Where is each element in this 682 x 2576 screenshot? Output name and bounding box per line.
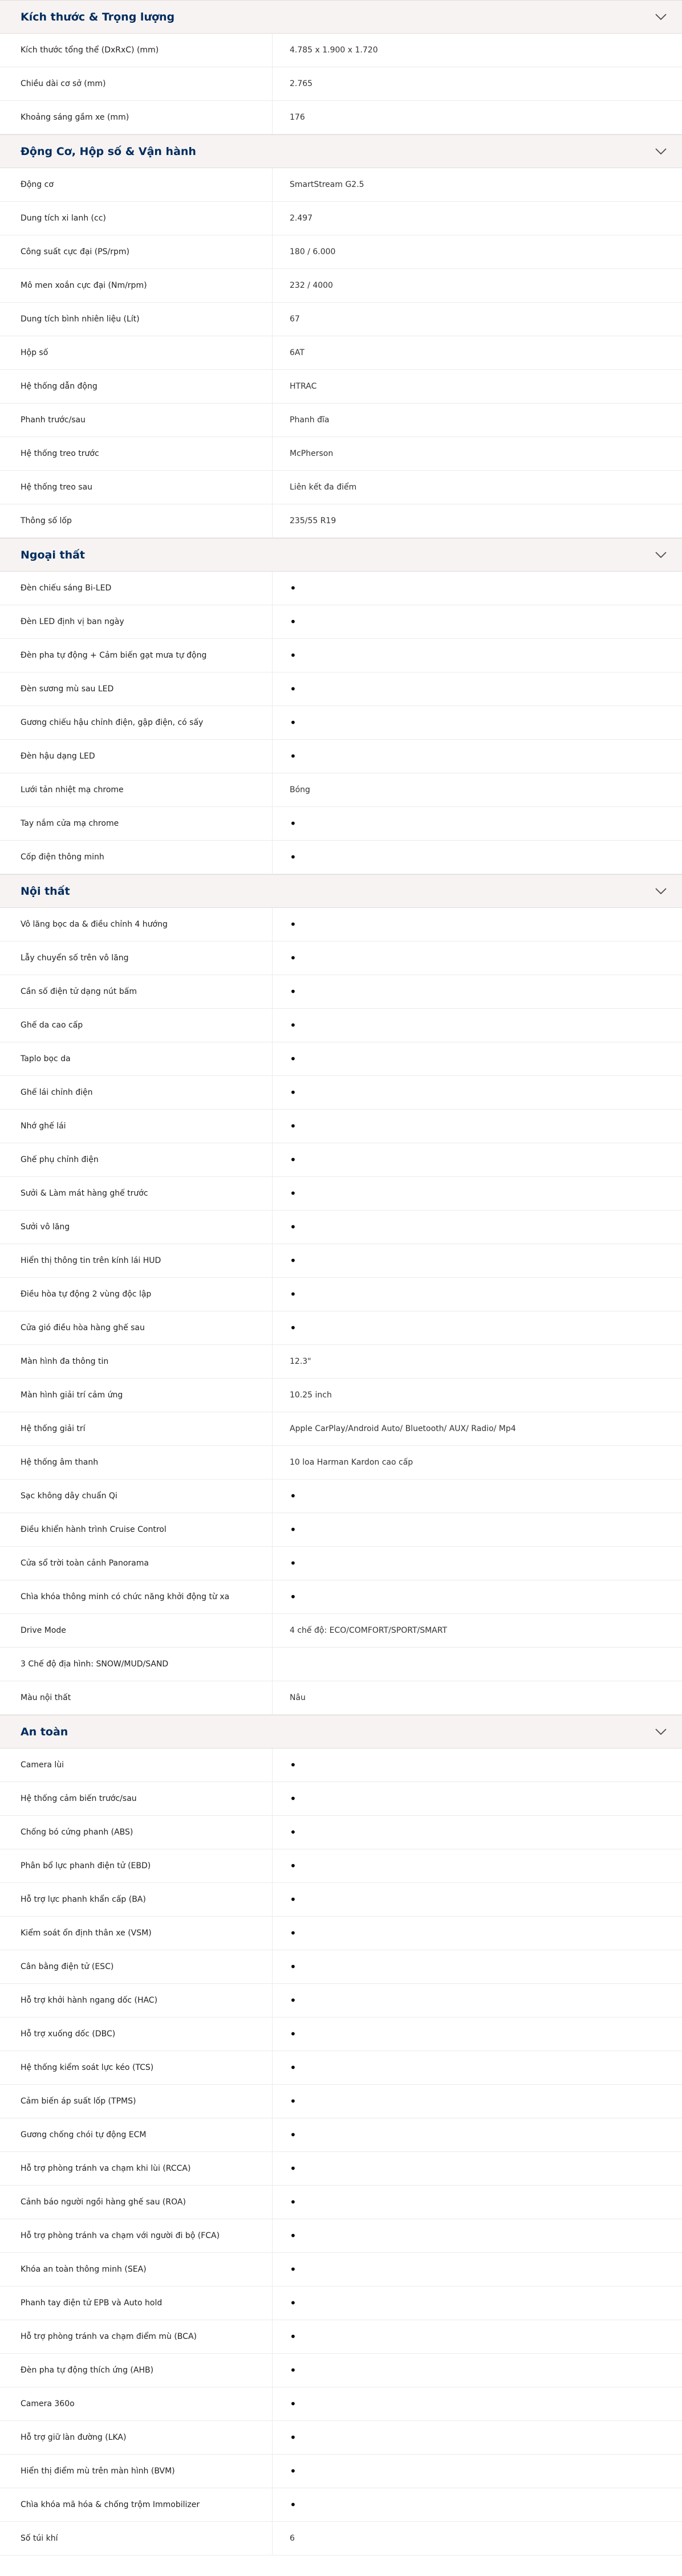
table-row: [0, 1849, 682, 1883]
spec-label: Hỗ trợ khởi hành ngang dốc (HAC): [0, 1984, 273, 2017]
spec-available-bullet: •: [290, 985, 297, 998]
spec-label: Hệ thống âm thanh: [0, 1446, 273, 1479]
spec-label: Số túi khí: [0, 2522, 273, 2555]
section-header[interactable]: [0, 134, 682, 168]
table-row: [0, 975, 682, 1009]
spec-available-bullet: •: [290, 2498, 297, 2512]
table-row: [0, 908, 682, 941]
table-row: [0, 1110, 682, 1143]
table-row: [0, 1816, 682, 1849]
chevron-down-icon[interactable]: [655, 1726, 667, 1738]
spec-available-bullet: •: [290, 2162, 297, 2175]
spec-value: 10.25 inch: [290, 1391, 332, 1400]
table-row: [0, 1580, 682, 1614]
spec-section: [0, 0, 682, 134]
table-row: [0, 1311, 682, 1345]
table-row: [0, 168, 682, 202]
spec-label: Gương chiếu hậu chỉnh điện, gập điện, có sấy: [0, 706, 273, 739]
spec-label: Kiểm soát ổn định thân xe (VSM): [0, 1917, 273, 1950]
spec-label: Mô men xoắn cực đại (Nm/rpm): [0, 269, 273, 302]
spec-value: 235/55 R19: [290, 516, 336, 525]
spec-available-bullet: •: [290, 1489, 297, 1503]
spec-label: Động cơ: [0, 168, 273, 201]
spec-label: Cửa gió điều hòa hàng ghế sau: [0, 1311, 273, 1344]
table-row: [0, 1917, 682, 1950]
spec-available-bullet: •: [290, 1556, 297, 1570]
spec-value: McPherson: [290, 449, 334, 458]
table-row: [0, 403, 682, 437]
table-row: [0, 2455, 682, 2488]
spec-label: Hệ thống cảm biến trước/sau: [0, 1782, 273, 1815]
spec-label: Hiển thị thông tin trên kính lái HUD: [0, 1244, 273, 1277]
table-row: [0, 2320, 682, 2354]
table-row: [0, 2051, 682, 2085]
table-row: [0, 1782, 682, 1816]
spec-label: Hỗ trợ giữ làn đường (LKA): [0, 2421, 273, 2454]
spec-available-bullet: •: [290, 682, 297, 696]
spec-label: Hệ thống treo trước: [0, 437, 273, 470]
table-row: [0, 1648, 682, 1681]
table-row: [0, 2186, 682, 2219]
table-row: [0, 1042, 682, 1076]
spec-available-bullet: •: [290, 1153, 297, 1167]
table-row: [0, 1009, 682, 1042]
table-row: [0, 706, 682, 740]
table-row: [0, 605, 682, 639]
table-row: [0, 67, 682, 101]
table-row: [0, 1614, 682, 1648]
spec-value: 176: [290, 113, 305, 122]
spec-available-bullet: •: [290, 2229, 297, 2243]
table-row: [0, 235, 682, 269]
spec-label: Hệ thống dẫn động: [0, 370, 273, 403]
spec-value: Bóng: [290, 785, 310, 794]
spec-value: 4.785 x 1.900 x 1.720: [290, 46, 378, 55]
spec-available-bullet: •: [290, 649, 297, 662]
spec-label: Khóa an toàn thông minh (SEA): [0, 2253, 273, 2286]
spec-section: [0, 538, 682, 874]
section-header[interactable]: [0, 874, 682, 908]
spec-value: 2.765: [290, 79, 313, 88]
spec-value: [273, 1648, 290, 1681]
spec-available-bullet: •: [290, 2094, 297, 2108]
spec-available-bullet: •: [290, 1960, 297, 1974]
section-title: Kích thước & Trọng lượng: [21, 10, 175, 23]
spec-value: HTRAC: [290, 382, 317, 391]
spec-available-bullet: •: [290, 615, 297, 629]
table-row: [0, 437, 682, 471]
table-row: [0, 2286, 682, 2320]
table-row: [0, 471, 682, 504]
spec-available-bullet: •: [290, 918, 297, 931]
spec-label: Dung tích xi lanh (cc): [0, 202, 273, 235]
spec-available-bullet: •: [290, 2330, 297, 2343]
spec-available-bullet: •: [290, 817, 297, 830]
spec-available-bullet: •: [290, 1119, 297, 1133]
section-title: An toàn: [21, 1725, 68, 1738]
spec-label: Cân bằng điện tử (ESC): [0, 1950, 273, 1983]
spec-available-bullet: •: [290, 2363, 297, 2377]
spec-label: Phân bổ lực phanh điện tử (EBD): [0, 1849, 273, 1882]
table-row: [0, 2488, 682, 2522]
table-row: [0, 1681, 682, 1715]
spec-value: 6: [290, 2534, 295, 2543]
spec-label: Chống bó cứng phanh (ABS): [0, 1816, 273, 1849]
spec-available-bullet: •: [290, 2195, 297, 2209]
spec-label: Khoảng sáng gầm xe (mm): [0, 101, 273, 134]
spec-available-bullet: •: [290, 951, 297, 965]
chevron-down-icon[interactable]: [655, 885, 667, 898]
table-row: [0, 773, 682, 807]
table-row: [0, 370, 682, 403]
spec-available-bullet: •: [290, 1926, 297, 1940]
spec-label: Chìa khóa mã hóa & chống trộm Immobilizer: [0, 2488, 273, 2521]
chevron-down-icon[interactable]: [655, 549, 667, 561]
table-row: [0, 1076, 682, 1110]
spec-value: Liên kết đa điểm: [290, 483, 357, 492]
table-row: [0, 1143, 682, 1177]
spec-label: Hiển thị điểm mù trên màn hình (BVM): [0, 2455, 273, 2488]
spec-label: Hỗ trợ phòng tránh va chạm với người đi bộ (FCA): [0, 2219, 273, 2252]
spec-label: Chiều dài cơ sở (mm): [0, 67, 273, 100]
table-row: [0, 2253, 682, 2286]
spec-available-bullet: •: [290, 1893, 297, 1906]
spec-section: [0, 1715, 682, 2555]
spec-label: Hệ thống giải trí: [0, 1412, 273, 1445]
table-row: [0, 202, 682, 235]
table-row: [0, 1513, 682, 1547]
table-row: [0, 303, 682, 336]
spec-available-bullet: •: [290, 1018, 297, 1032]
spec-available-bullet: •: [290, 1825, 297, 1839]
table-row: [0, 1244, 682, 1278]
section-title: Nội thất: [21, 885, 70, 898]
spec-section: [0, 134, 682, 538]
spec-label: Cốp điện thông minh: [0, 841, 273, 874]
table-row: [0, 1210, 682, 1244]
spec-available-bullet: •: [290, 2061, 297, 2074]
spec-label: Sạc không dây chuẩn Qi: [0, 1479, 273, 1513]
spec-available-bullet: •: [290, 1792, 297, 1805]
spec-label: Đèn pha tự động + Cảm biến gạt mưa tự động: [0, 639, 273, 672]
table-row: [0, 572, 682, 605]
table-row: [0, 2017, 682, 2051]
spec-available-bullet: •: [290, 1994, 297, 2007]
spec-available-bullet: •: [290, 1590, 297, 1604]
spec-available-bullet: •: [290, 1859, 297, 1873]
table-row: [0, 807, 682, 841]
table-row: [0, 34, 682, 67]
spec-label: Gương chống chói tự động ECM: [0, 2118, 273, 2151]
table-row: [0, 2421, 682, 2455]
spec-section: [0, 874, 682, 1715]
spec-label: Ghế lái chỉnh điện: [0, 1076, 273, 1109]
spec-available-bullet: •: [290, 716, 297, 729]
spec-label: Taplo bọc da: [0, 1042, 273, 1075]
section-header[interactable]: [0, 1715, 682, 1748]
spec-value: 6AT: [290, 348, 305, 357]
spec-label: Công suất cực đại (PS/rpm): [0, 235, 273, 268]
spec-value: 2.497: [290, 214, 313, 223]
spec-label: Cảm biến áp suất lốp (TPMS): [0, 2085, 273, 2118]
spec-label: Vô lăng bọc da & điều chỉnh 4 hướng: [0, 908, 273, 941]
table-row: [0, 740, 682, 773]
spec-label: Drive Mode: [0, 1614, 273, 1647]
table-row: [0, 504, 682, 538]
spec-value: 232 / 4000: [290, 281, 333, 290]
spec-label: Nhớ ghế lái: [0, 1110, 273, 1143]
spec-value: 4 chế độ: ECO/COMFORT/SPORT/SMART: [290, 1626, 448, 1635]
table-row: [0, 1748, 682, 1782]
spec-label: Lưới tản nhiệt mạ chrome: [0, 773, 273, 806]
spec-value: SmartStream G2.5: [290, 180, 364, 189]
spec-available-bullet: •: [290, 2296, 297, 2310]
table-row: [0, 1412, 682, 1446]
spec-label: 3 Chế độ địa hình: SNOW/MUD/SAND: [0, 1648, 273, 1681]
spec-available-bullet: •: [290, 1187, 297, 1200]
table-row: [0, 1278, 682, 1311]
spec-value: Phanh đĩa: [290, 415, 330, 425]
table-row: [0, 941, 682, 975]
spec-label: Màu nội thất: [0, 1681, 273, 1714]
chevron-down-icon[interactable]: [655, 145, 667, 158]
spec-label: Sưởi & Làm mát hàng ghế trước: [0, 1177, 273, 1210]
spec-available-bullet: •: [290, 1220, 297, 1234]
spec-label: Hỗ trợ phòng tránh va chạm điểm mù (BCA): [0, 2320, 273, 2353]
spec-label: Đèn hậu dạng LED: [0, 740, 273, 773]
spec-label: Hỗ trợ xuống dốc (DBC): [0, 2017, 273, 2051]
spec-available-bullet: •: [290, 2027, 297, 2041]
spec-label: Cửa sổ trời toàn cảnh Panorama: [0, 1547, 273, 1580]
table-row: [0, 1547, 682, 1580]
spec-label: Đèn LED định vị ban ngày: [0, 605, 273, 638]
table-row: [0, 1984, 682, 2017]
spec-label: Lẫy chuyển số trên vô lăng: [0, 941, 273, 975]
spec-value: 10 loa Harman Kardon cao cấp: [290, 1458, 413, 1467]
table-row: [0, 1883, 682, 1917]
spec-label: Phanh trước/sau: [0, 403, 273, 437]
table-row: [0, 672, 682, 706]
spec-label: Ghế phụ chỉnh điện: [0, 1143, 273, 1176]
spec-label: Hỗ trợ lực phanh khẩn cấp (BA): [0, 1883, 273, 1916]
spec-available-bullet: •: [290, 1523, 297, 1536]
spec-label: Tay nắm cửa mạ chrome: [0, 807, 273, 840]
table-row: [0, 1345, 682, 1379]
section-title: Động Cơ, Hộp số & Vận hành: [21, 145, 196, 158]
spec-label: Sưởi vô lăng: [0, 1210, 273, 1244]
spec-available-bullet: •: [290, 581, 297, 595]
spec-label: Điều khiển hành trình Cruise Control: [0, 1513, 273, 1546]
spec-available-bullet: •: [290, 1321, 297, 1335]
spec-label: Hỗ trợ phòng tránh va chạm khi lùi (RCCA): [0, 2152, 273, 2185]
spec-label: Dung tích bình nhiên liệu (Lít): [0, 303, 273, 336]
spec-available-bullet: •: [290, 1086, 297, 1099]
spec-available-bullet: •: [290, 1052, 297, 1066]
section-header[interactable]: [0, 538, 682, 572]
spec-value: 67: [290, 315, 300, 324]
table-row: [0, 2152, 682, 2186]
table-row: [0, 1950, 682, 1984]
table-row: [0, 1379, 682, 1412]
section-title: Ngoại thất: [21, 548, 86, 561]
spec-label: Màn hình đa thông tin: [0, 1345, 273, 1378]
spec-available-bullet: •: [290, 2464, 297, 2478]
chevron-down-icon[interactable]: [655, 11, 667, 23]
spec-label: Cần số điện tử dạng nút bấm: [0, 975, 273, 1008]
spec-label: Phanh tay điện tử EPB và Auto hold: [0, 2286, 273, 2320]
spec-value: 180 / 6.000: [290, 247, 336, 256]
spec-available-bullet: •: [290, 1254, 297, 1267]
table-row: [0, 2085, 682, 2118]
spec-label: Hộp số: [0, 336, 273, 369]
table-row: [0, 1446, 682, 1479]
table-row: [0, 2387, 682, 2421]
section-header[interactable]: [0, 0, 682, 34]
spec-available-bullet: •: [290, 2128, 297, 2142]
spec-label: Hệ thống kiểm soát lực kéo (TCS): [0, 2051, 273, 2084]
spec-available-bullet: •: [290, 2263, 297, 2276]
spec-available-bullet: •: [290, 850, 297, 864]
spec-label: Thông số lốp: [0, 504, 273, 537]
table-row: [0, 841, 682, 874]
spec-value: Nâu: [290, 1693, 306, 1702]
table-row: [0, 2118, 682, 2152]
spec-label: Cảnh báo người ngồi hàng ghế sau (ROA): [0, 2186, 273, 2219]
spec-label: Đèn sương mù sau LED: [0, 672, 273, 706]
spec-available-bullet: •: [290, 1287, 297, 1301]
spec-value: 12.3": [290, 1357, 311, 1366]
spec-label: Hệ thống treo sau: [0, 471, 273, 504]
spec-label: Chìa khóa thông minh có chức năng khởi động từ xa: [0, 1580, 273, 1613]
spec-label: Màn hình giải trí cảm ứng: [0, 1379, 273, 1412]
spec-label: Điều hòa tự động 2 vùng độc lập: [0, 1278, 273, 1311]
table-row: [0, 2522, 682, 2555]
table-row: [0, 1177, 682, 1210]
table-row: [0, 2219, 682, 2253]
spec-available-bullet: •: [290, 2431, 297, 2444]
table-row: [0, 269, 682, 303]
spec-label: Camera 360o: [0, 2387, 273, 2420]
spec-label: Camera lùi: [0, 1748, 273, 1782]
table-row: [0, 336, 682, 370]
spec-label: Đèn pha tự động thích ứng (AHB): [0, 2354, 273, 2387]
spec-available-bullet: •: [290, 749, 297, 763]
spec-available-bullet: •: [290, 1758, 297, 1772]
table-row: [0, 101, 682, 134]
table-row: [0, 639, 682, 672]
table-row: [0, 1479, 682, 1513]
spec-available-bullet: •: [290, 2397, 297, 2411]
spec-value: Apple CarPlay/Android Auto/ Bluetooth/ AUX/ Radio/ Mp4: [290, 1424, 516, 1433]
table-row: [0, 2354, 682, 2387]
spec-label: Kích thước tổng thể (DxRxC) (mm): [0, 34, 273, 67]
spec-label: Ghế da cao cấp: [0, 1009, 273, 1042]
spec-label: Đèn chiếu sáng Bi-LED: [0, 572, 273, 605]
